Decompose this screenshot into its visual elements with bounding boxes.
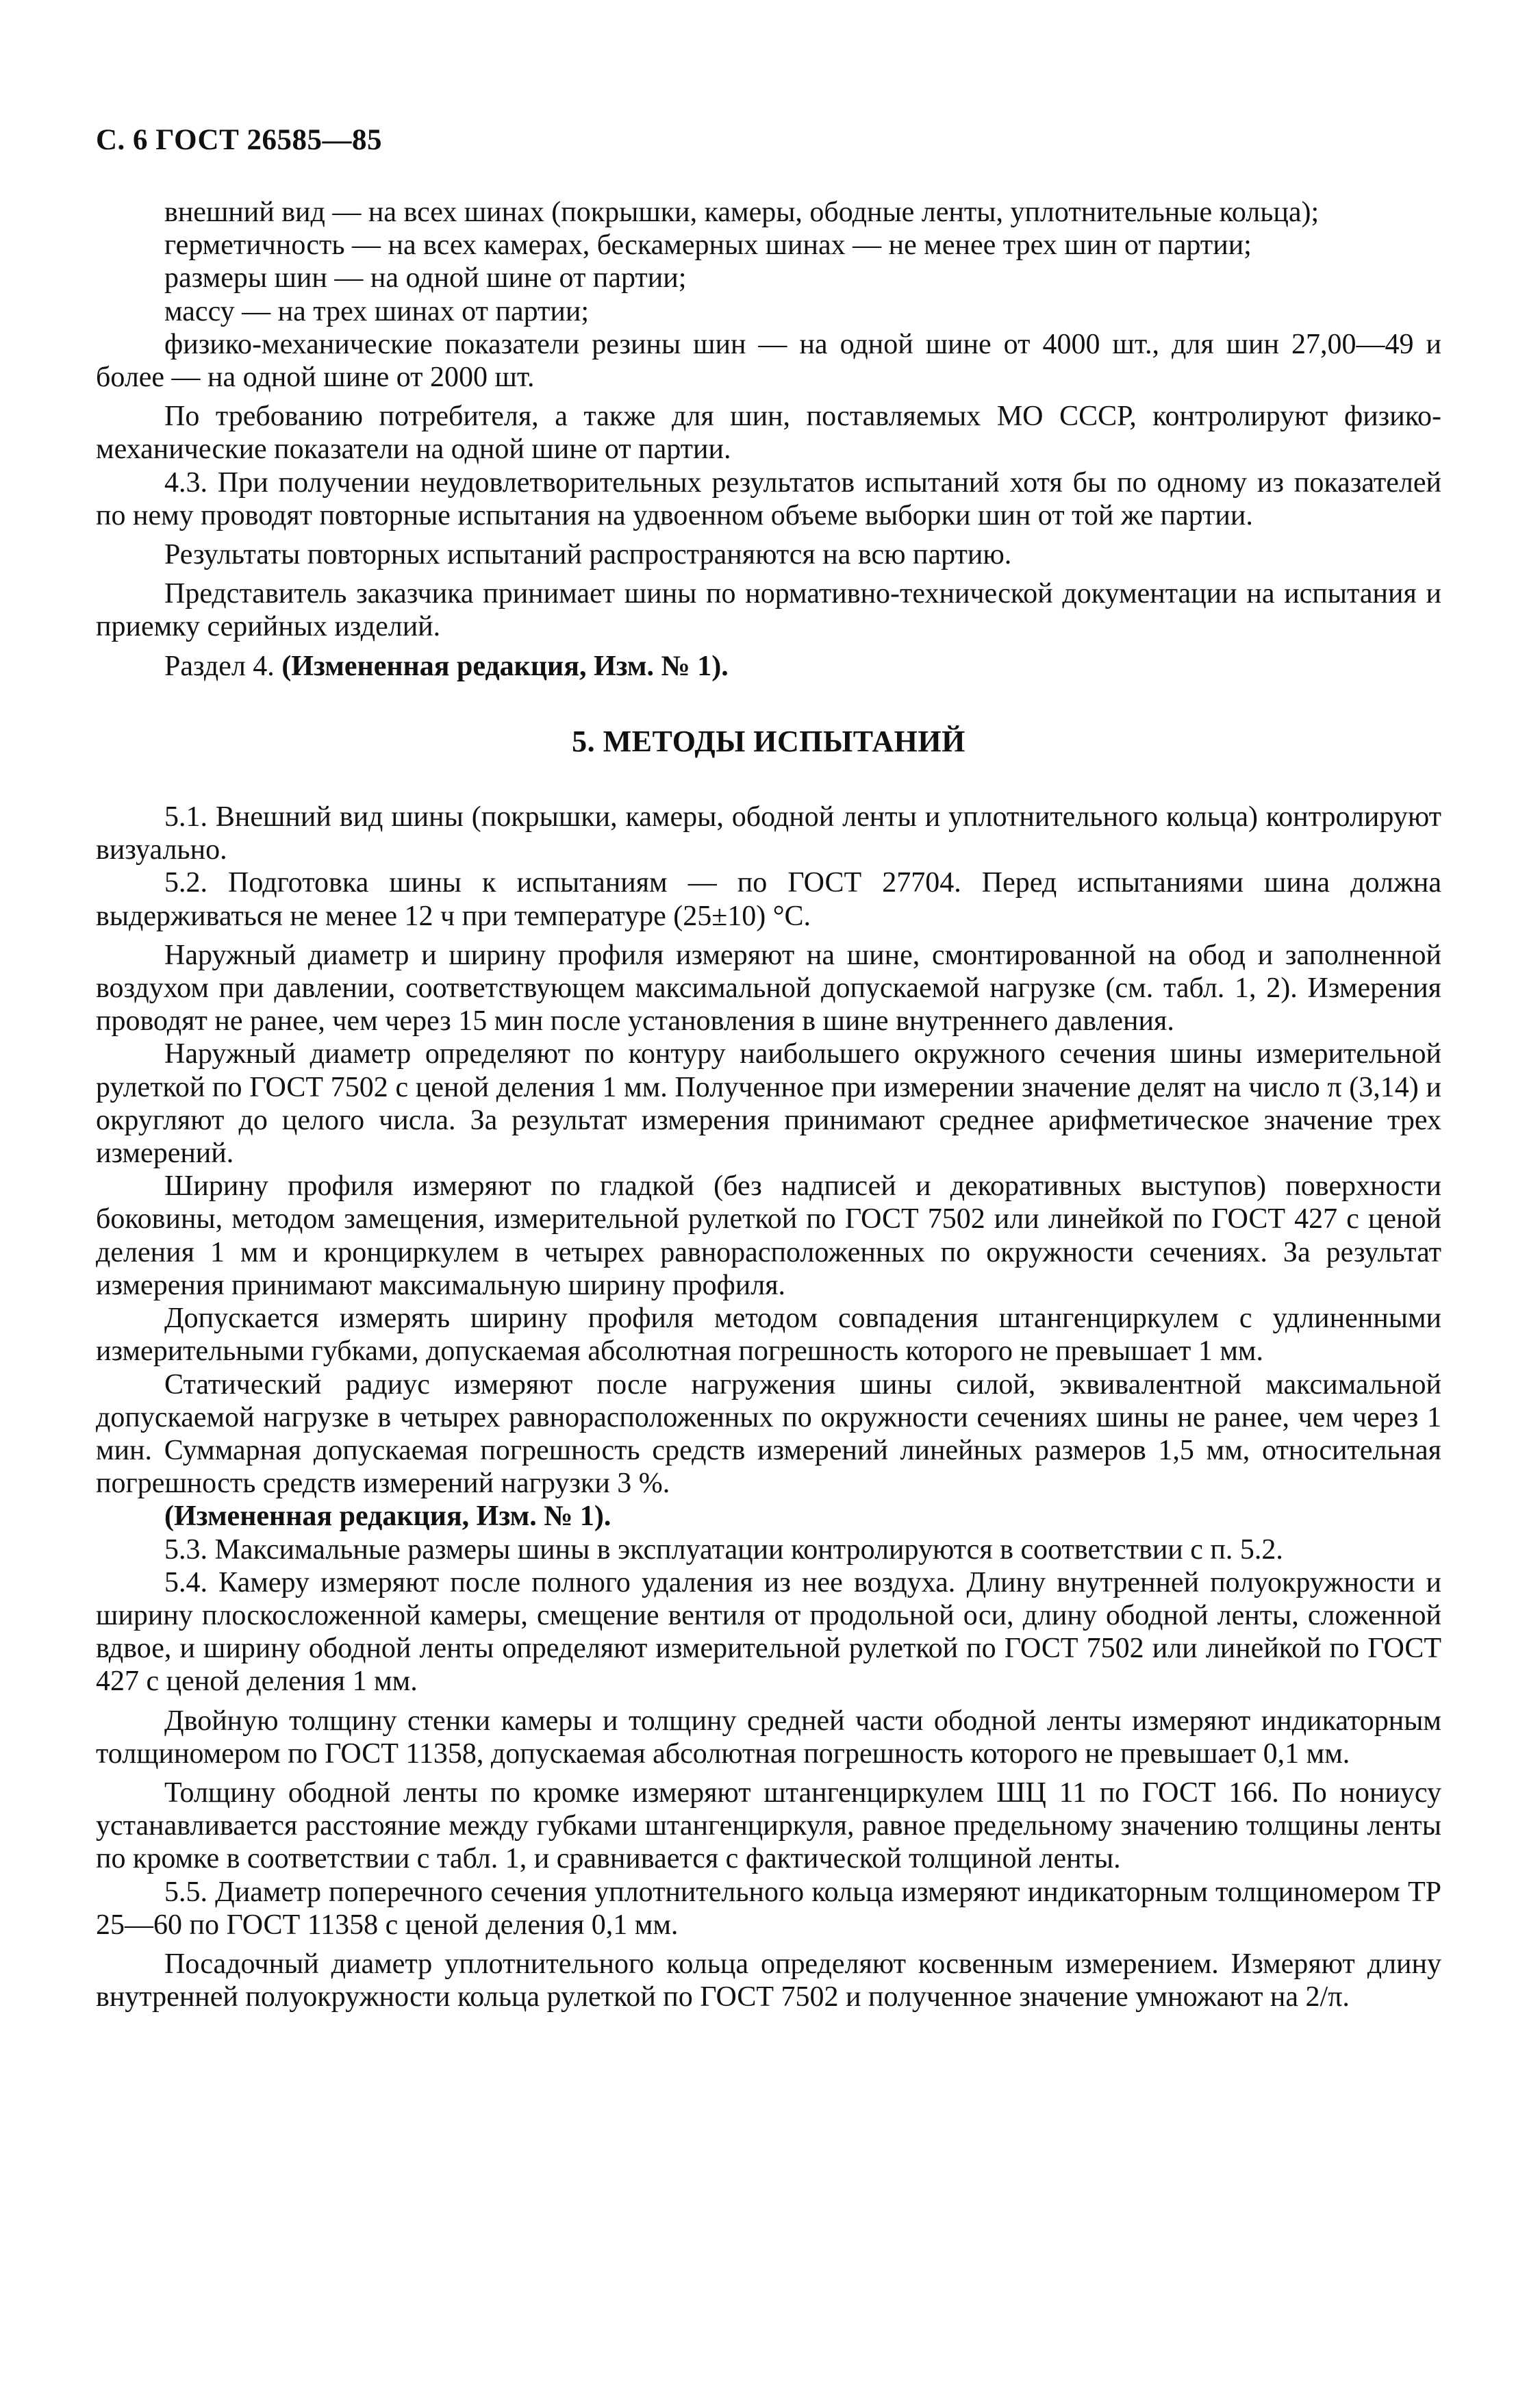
paragraph: 5.5. Диаметр поперечного сечения уплотнительного кольца измеряют индикаторным толщиномером ТР 25—60 по ГОСТ 11358 с ценой деления 0,1 мм.: [96, 1876, 1441, 1941]
paragraph: Двойную толщину стенки камеры и толщину средней части ободной ленты измеряют индикаторным толщиномером по ГОСТ 11358, допускаемая абсолютная погрешность которого не превышает 0,1 мм.: [96, 1705, 1441, 1770]
paragraph: Статический радиус измеряют после нагружения шины силой, эквивалентной максимальной допускаемой нагрузке в четырех равнорасположенных по окружности сечениях шины не ранее, чем через 1 мин. Суммарная допускаемая погрешность средств измерений линейных размеров 1,5 мм, относительная погрешность средств измерений нагрузки 3 %.: [96, 1368, 1441, 1500]
paragraph: 5.3. Максимальные размеры шины в эксплуатации контролируются в соответствии с п. 5.2.: [164, 1533, 1283, 1566]
list-item: размеры шин — на одной шине от партии;: [164, 262, 687, 294]
paragraph: Ширину профиля измеряют по гладкой (без надписей и декоративных выступов) поверхности боковины, методом замещения, измерительной рулеткой по ГОСТ 7502 или линейкой по ГОСТ 427 с ценой деления 1 мм и кронциркулем в четырех равнорасположенных по окружности сечениях. За результат измерения принимают максимальную ширину профиля.: [96, 1170, 1441, 1301]
list-item: массу — на трех шинах от партии;: [164, 295, 590, 327]
amendment-note: [96, 1500, 1441, 1533]
list-item: внешний вид — на всех шинах (покрышки, камеры, ободные ленты, уплотнительные кольца);: [164, 197, 1320, 228]
list-item: герметичность — на всех камерах, бескамерных шинах — не менее трех шин от партии;: [164, 229, 1252, 262]
paragraph: Толщину ободной ленты по кромке измеряют штангенциркулем ШЦ 11 по ГОСТ 166. По нониусу устанавливается расстояние между губками штангенциркуля, равное предельному значению толщины ленты по кромке в соответствии с табл. 1, и сравнивается с фактической толщиной ленты.: [96, 1776, 1441, 1875]
paragraph: Наружный диаметр определяют по контуру наибольшего окружного сечения шины измерительной рулеткой по ГОСТ 7502 с ценой деления 1 мм. Полученное при измерении значение делят на число π (3,14) и округляют до целого числа. За результат измерения принимают среднее арифметическое значение трех измерений.: [96, 1038, 1441, 1170]
amendment-text: (Измененная редакция, Изм. № 1).: [281, 650, 729, 682]
amendment-note: [96, 650, 1441, 683]
paragraph: По требованию потребителя, а также для шин, поставляемых МО СССР, контролируют физико-механические показатели на одной шине от партии.: [96, 401, 1441, 466]
paragraph: Представитель заказчика принимает шины по нормативно-технической документации на испытания и приемку серийных изделий.: [96, 578, 1441, 643]
list-item: физико-механические показатели резины шин — на одной шине от 4000 шт., для шин 27,00—49 и более — на одной шине от 2000 шт.: [96, 328, 1441, 394]
paragraph: Наружный диаметр и ширину профиля измеряют на шине, смонтированной на обод и заполненной воздухом при давлении, соответствующем максимальной допускаемой нагрузке (см. табл. 1, 2). Измерения проводят не ранее, чем через 15 мин после установления в шине внутреннего давления.: [96, 939, 1441, 1038]
amendment-text: (Измененная редакция, Изм. № 1).: [164, 1500, 611, 1533]
document-body: [96, 196, 1441, 2013]
paragraph: 5.1. Внешний вид шины (покрышки, камеры, ободной ленты и уплотнительного кольца) контролируют визуально.: [96, 801, 1441, 866]
paragraph: 5.4. Камеру измеряют после полного удаления из нее воздуха. Длину внутренней полуокружности и ширину плоскосложенной камеры, смещение вентиля от продольной оси, длину ободной ленты, сложенной вдвое, и ширину ободной ленты определяют измерительной рулеткой по ГОСТ 7502 или линейкой по ГОСТ 427 с ценой деления 1 мм.: [96, 1566, 1441, 1698]
paragraph: Результаты повторных испытаний распространяются на всю партию.: [164, 539, 1012, 571]
amendment-prefix: Раздел 4.: [164, 650, 282, 682]
paragraph: Допускается измерять ширину профиля методом совпадения штангенциркулем с удлиненными измерительными губками, допускаемая абсолютная погрешность которого не превышает 1 мм.: [96, 1303, 1441, 1368]
paragraph: Посадочный диаметр уплотнительного кольца определяют косвенным измерением. Измеряют длину внутренней полуокружности кольца рулеткой по ГОСТ 7502 и полученное значение умножают на 2/π.: [96, 1948, 1441, 2013]
page-header: С. 6 ГОСТ 26585—85: [96, 124, 383, 156]
paragraph: 4.3. При получении неудовлетворительных результатов испытаний хотя бы по одному из показателей по нему проводят повторные испытания на удвоенном объеме выборки шин от той же партии.: [96, 466, 1441, 531]
section-title: 5. МЕТОДЫ ИСПЫТАНИЙ: [572, 724, 965, 758]
paragraph: 5.2. Подготовка шины к испытаниям — по ГОСТ 27704. Перед испытаниями шина должна выдерживаться не менее 12 ч при температуре (25±10) °С.: [96, 867, 1441, 932]
